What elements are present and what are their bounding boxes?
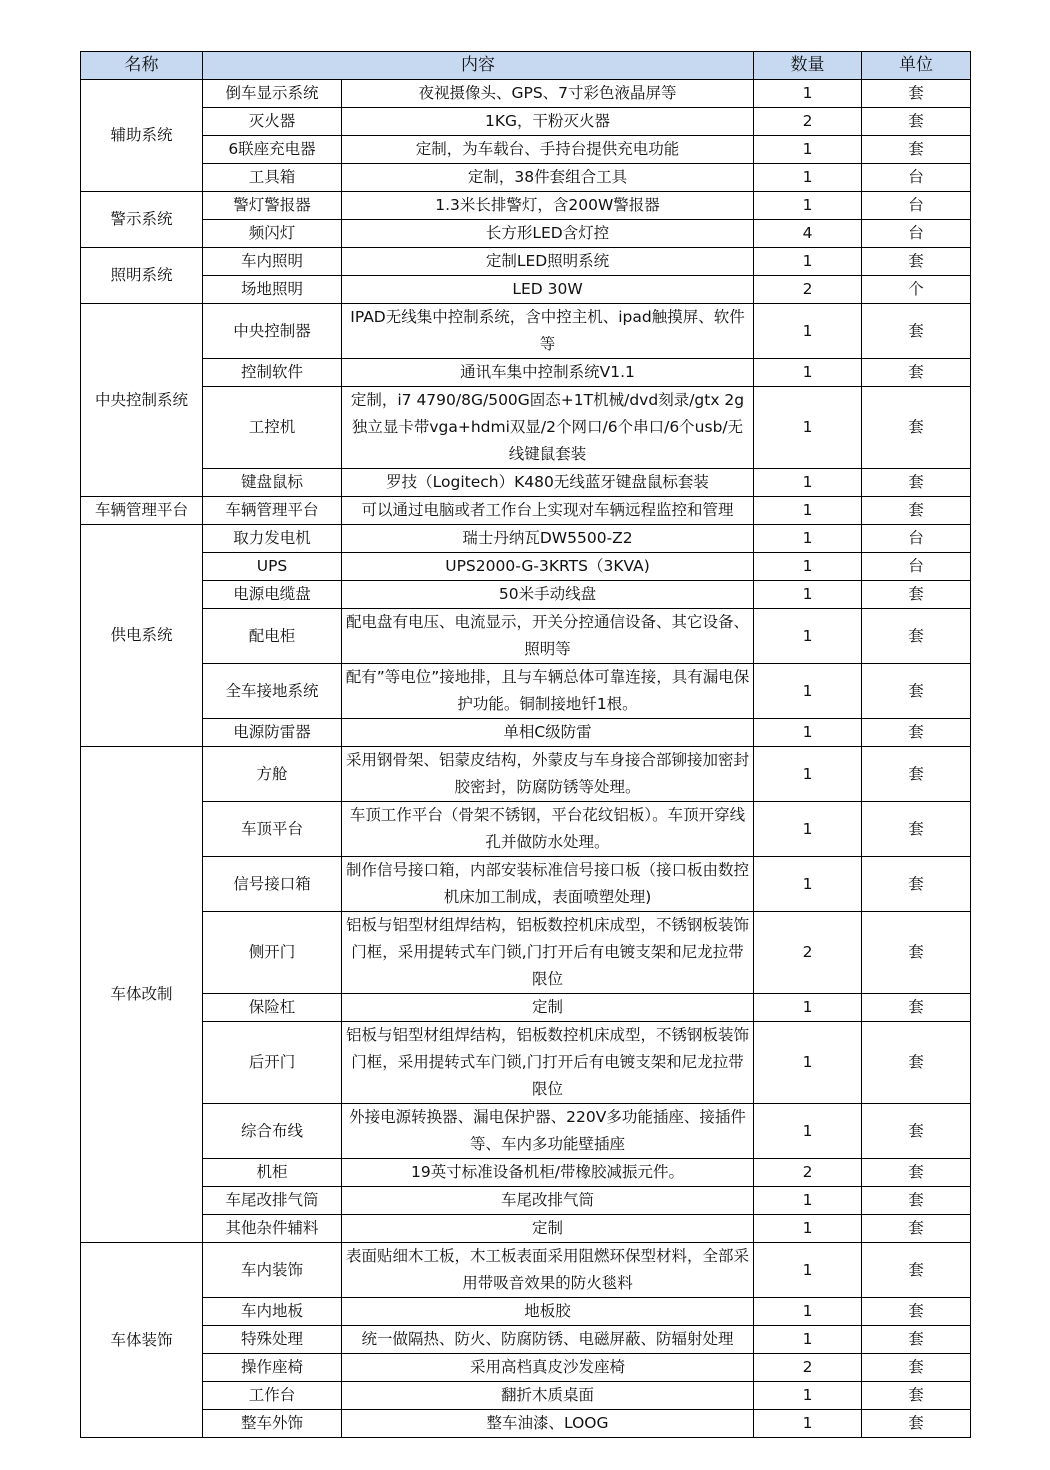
item-cell: 取力发电机 bbox=[203, 525, 342, 553]
content-cell: 车顶工作平台（骨架不锈钢，平台花纹铝板）。车顶开穿线孔并做防水处理。 bbox=[342, 802, 754, 857]
table-row bbox=[81, 553, 971, 581]
qty-cell: 4 bbox=[754, 220, 862, 248]
content-cell: 长方形LED含灯控 bbox=[342, 220, 754, 248]
item-cell: 工控机 bbox=[203, 387, 342, 469]
table-row bbox=[81, 1298, 971, 1326]
header-name: 名称 bbox=[81, 52, 203, 80]
unit-cell: 套 bbox=[862, 1410, 971, 1438]
unit-cell: 套 bbox=[862, 747, 971, 802]
content-cell: 通讯车集中控制系统V1.1 bbox=[342, 359, 754, 387]
qty-cell: 1 bbox=[754, 1243, 862, 1298]
unit-cell: 套 bbox=[862, 469, 971, 497]
item-cell: 灭火器 bbox=[203, 108, 342, 136]
table-row bbox=[81, 304, 971, 359]
qty-cell: 1 bbox=[754, 136, 862, 164]
item-cell: 6联座充电器 bbox=[203, 136, 342, 164]
table-row bbox=[81, 359, 971, 387]
unit-cell: 台 bbox=[862, 525, 971, 553]
qty-cell: 1 bbox=[754, 664, 862, 719]
group-name-cell: 供电系统 bbox=[81, 525, 203, 747]
unit-cell: 套 bbox=[862, 857, 971, 912]
table-row bbox=[81, 220, 971, 248]
qty-cell: 2 bbox=[754, 1354, 862, 1382]
header-unit: 单位 bbox=[862, 52, 971, 80]
table-row bbox=[81, 609, 971, 664]
qty-cell: 1 bbox=[754, 497, 862, 525]
item-cell: 其他杂件辅料 bbox=[203, 1215, 342, 1243]
group-name-cell: 车辆管理平台 bbox=[81, 497, 203, 525]
table-row bbox=[81, 108, 971, 136]
unit-cell: 台 bbox=[862, 553, 971, 581]
item-cell: 信号接口箱 bbox=[203, 857, 342, 912]
item-cell: 侧开门 bbox=[203, 912, 342, 994]
qty-cell: 2 bbox=[754, 108, 862, 136]
unit-cell: 套 bbox=[862, 1382, 971, 1410]
table-row bbox=[81, 1215, 971, 1243]
content-cell: 统一做隔热、防火、防腐防锈、电磁屏蔽、防辐射处理 bbox=[342, 1326, 754, 1354]
qty-cell: 1 bbox=[754, 1022, 862, 1104]
qty-cell: 1 bbox=[754, 192, 862, 220]
table-row bbox=[81, 248, 971, 276]
item-cell: 电源防雷器 bbox=[203, 719, 342, 747]
unit-cell: 台 bbox=[862, 192, 971, 220]
group-name-cell: 车体改制 bbox=[81, 747, 203, 1243]
content-cell: 地板胶 bbox=[342, 1298, 754, 1326]
qty-cell: 1 bbox=[754, 387, 862, 469]
unit-cell: 套 bbox=[862, 1243, 971, 1298]
table-row bbox=[81, 1159, 971, 1187]
content-cell: 表面贴细木工板，木工板表面采用阻燃环保型材料，全部采用带吸音效果的防火毯料 bbox=[342, 1243, 754, 1298]
qty-cell: 1 bbox=[754, 553, 862, 581]
content-cell: IPAD无线集中控制系统，含中控主机、ipad触摸屏、软件等 bbox=[342, 304, 754, 359]
qty-cell: 1 bbox=[754, 1104, 862, 1159]
content-cell: 定制LED照明系统 bbox=[342, 248, 754, 276]
item-cell: 倒车显示系统 bbox=[203, 80, 342, 108]
table-row bbox=[81, 1382, 971, 1410]
unit-cell: 套 bbox=[862, 497, 971, 525]
unit-cell: 套 bbox=[862, 912, 971, 994]
qty-cell: 2 bbox=[754, 276, 862, 304]
qty-cell: 1 bbox=[754, 1382, 862, 1410]
table-header-row bbox=[81, 52, 971, 80]
qty-cell: 1 bbox=[754, 469, 862, 497]
unit-cell: 套 bbox=[862, 994, 971, 1022]
unit-cell: 套 bbox=[862, 1159, 971, 1187]
item-cell: 电源电缆盘 bbox=[203, 581, 342, 609]
item-cell: 中央控制器 bbox=[203, 304, 342, 359]
table-row bbox=[81, 581, 971, 609]
group-name-cell: 照明系统 bbox=[81, 248, 203, 304]
unit-cell: 套 bbox=[862, 80, 971, 108]
item-cell: 车内照明 bbox=[203, 248, 342, 276]
content-cell: 定制 bbox=[342, 994, 754, 1022]
content-cell: LED 30W bbox=[342, 276, 754, 304]
unit-cell: 套 bbox=[862, 387, 971, 469]
qty-cell: 1 bbox=[754, 802, 862, 857]
item-cell: 保险杠 bbox=[203, 994, 342, 1022]
item-cell: 警灯警报器 bbox=[203, 192, 342, 220]
qty-cell: 1 bbox=[754, 1187, 862, 1215]
content-cell: UPS2000-G-3KRTS（3KVA) bbox=[342, 553, 754, 581]
header-qty: 数量 bbox=[754, 52, 862, 80]
group-name-cell: 车体装饰 bbox=[81, 1243, 203, 1438]
unit-cell: 套 bbox=[862, 1354, 971, 1382]
group-name-cell: 中央控制系统 bbox=[81, 304, 203, 497]
content-cell: 定制，i7 4790/8G/500G固态+1T机械/dvd刻录/gtx 2g独立显卡带vga+hdmi双显/2个网口/6个串口/6个usb/无线键鼠套装 bbox=[342, 387, 754, 469]
table-row bbox=[81, 802, 971, 857]
qty-cell: 1 bbox=[754, 857, 862, 912]
header-content: 内容 bbox=[203, 52, 754, 80]
content-cell: 50米手动线盘 bbox=[342, 581, 754, 609]
table-row bbox=[81, 387, 971, 469]
equipment-table bbox=[80, 51, 971, 1438]
table-row bbox=[81, 192, 971, 220]
item-cell: 车内地板 bbox=[203, 1298, 342, 1326]
qty-cell: 1 bbox=[754, 994, 862, 1022]
item-cell: 特殊处理 bbox=[203, 1326, 342, 1354]
item-cell: 频闪灯 bbox=[203, 220, 342, 248]
unit-cell: 套 bbox=[862, 248, 971, 276]
unit-cell: 套 bbox=[862, 304, 971, 359]
table-row bbox=[81, 276, 971, 304]
table-row bbox=[81, 525, 971, 553]
item-cell: 方舱 bbox=[203, 747, 342, 802]
table-row bbox=[81, 747, 971, 802]
qty-cell: 1 bbox=[754, 609, 862, 664]
table-row bbox=[81, 164, 971, 192]
qty-cell: 1 bbox=[754, 581, 862, 609]
qty-cell: 2 bbox=[754, 1159, 862, 1187]
table-row bbox=[81, 857, 971, 912]
unit-cell: 个 bbox=[862, 276, 971, 304]
content-cell: 罗技（Logitech）K480无线蓝牙键盘鼠标套装 bbox=[342, 469, 754, 497]
table-row bbox=[81, 1022, 971, 1104]
content-cell: 夜视摄像头、GPS、7寸彩色液晶屏等 bbox=[342, 80, 754, 108]
unit-cell: 套 bbox=[862, 802, 971, 857]
table-row bbox=[81, 136, 971, 164]
content-cell: 单相C级防雷 bbox=[342, 719, 754, 747]
qty-cell: 1 bbox=[754, 80, 862, 108]
unit-cell: 套 bbox=[862, 719, 971, 747]
unit-cell: 台 bbox=[862, 220, 971, 248]
table-row bbox=[81, 1326, 971, 1354]
item-cell: 操作座椅 bbox=[203, 1354, 342, 1382]
content-cell: 定制，38件套组合工具 bbox=[342, 164, 754, 192]
content-cell: 瑞士丹纳瓦DW5500-Z2 bbox=[342, 525, 754, 553]
item-cell: 后开门 bbox=[203, 1022, 342, 1104]
item-cell: 工作台 bbox=[203, 1382, 342, 1410]
item-cell: 控制软件 bbox=[203, 359, 342, 387]
qty-cell: 1 bbox=[754, 747, 862, 802]
table-row bbox=[81, 497, 971, 525]
content-cell: 制作信号接口箱，内部安装标准信号接口板（接口板由数控机床加工制成，表面喷塑处理) bbox=[342, 857, 754, 912]
unit-cell: 套 bbox=[862, 609, 971, 664]
table-row bbox=[81, 994, 971, 1022]
qty-cell: 1 bbox=[754, 304, 862, 359]
item-cell: 车辆管理平台 bbox=[203, 497, 342, 525]
item-cell: 整车外饰 bbox=[203, 1410, 342, 1438]
unit-cell: 套 bbox=[862, 1187, 971, 1215]
group-name-cell: 警示系统 bbox=[81, 192, 203, 248]
table-row bbox=[81, 664, 971, 719]
unit-cell: 套 bbox=[862, 359, 971, 387]
content-cell: 配电盘有电压、电流显示，开关分控通信设备、其它设备、照明等 bbox=[342, 609, 754, 664]
qty-cell: 1 bbox=[754, 1298, 862, 1326]
unit-cell: 套 bbox=[862, 664, 971, 719]
content-cell: 1.3米长排警灯，含200W警报器 bbox=[342, 192, 754, 220]
qty-cell: 1 bbox=[754, 1410, 862, 1438]
unit-cell: 套 bbox=[862, 1215, 971, 1243]
content-cell: 定制 bbox=[342, 1215, 754, 1243]
item-cell: 车尾改排气筒 bbox=[203, 1187, 342, 1215]
content-cell: 铝板与铝型材组焊结构，铝板数控机床成型，不锈钢板装饰门框，采用提转式车门锁,门打开后有电镀支架和尼龙拉带限位 bbox=[342, 912, 754, 994]
table-row bbox=[81, 1187, 971, 1215]
unit-cell: 套 bbox=[862, 1104, 971, 1159]
qty-cell: 2 bbox=[754, 912, 862, 994]
unit-cell: 套 bbox=[862, 581, 971, 609]
unit-cell: 套 bbox=[862, 1298, 971, 1326]
qty-cell: 1 bbox=[754, 1326, 862, 1354]
table-row bbox=[81, 1104, 971, 1159]
content-cell: 车尾改排气筒 bbox=[342, 1187, 754, 1215]
content-cell: 外接电源转换器、漏电保护器、220V多功能插座、接插件等、车内多功能壁插座 bbox=[342, 1104, 754, 1159]
item-cell: 场地照明 bbox=[203, 276, 342, 304]
qty-cell: 1 bbox=[754, 525, 862, 553]
content-cell: 采用钢骨架、铝蒙皮结构，外蒙皮与车身接合部铆接加密封胶密封，防腐防锈等处理。 bbox=[342, 747, 754, 802]
table-body bbox=[81, 80, 971, 1438]
unit-cell: 套 bbox=[862, 1326, 971, 1354]
unit-cell: 套 bbox=[862, 108, 971, 136]
qty-cell: 1 bbox=[754, 719, 862, 747]
unit-cell: 套 bbox=[862, 1022, 971, 1104]
unit-cell: 套 bbox=[862, 136, 971, 164]
item-cell: 车顶平台 bbox=[203, 802, 342, 857]
item-cell: UPS bbox=[203, 553, 342, 581]
item-cell: 工具箱 bbox=[203, 164, 342, 192]
content-cell: 可以通过电脑或者工作台上实现对车辆远程监控和管理 bbox=[342, 497, 754, 525]
qty-cell: 1 bbox=[754, 248, 862, 276]
item-cell: 全车接地系统 bbox=[203, 664, 342, 719]
content-cell: 配有”等电位”接地排，且与车辆总体可靠连接，具有漏电保护功能。铜制接地钎1根。 bbox=[342, 664, 754, 719]
item-cell: 综合布线 bbox=[203, 1104, 342, 1159]
qty-cell: 1 bbox=[754, 359, 862, 387]
unit-cell: 台 bbox=[862, 164, 971, 192]
content-cell: 19英寸标准设备机柜/带橡胶减振元件。 bbox=[342, 1159, 754, 1187]
qty-cell: 1 bbox=[754, 164, 862, 192]
table-row bbox=[81, 80, 971, 108]
item-cell: 键盘鼠标 bbox=[203, 469, 342, 497]
content-cell: 1KG，干粉灭火器 bbox=[342, 108, 754, 136]
content-cell: 铝板与铝型材组焊结构，铝板数控机床成型，不锈钢板装饰门框，采用提转式车门锁,门打开后有电镀支架和尼龙拉带限位 bbox=[342, 1022, 754, 1104]
content-cell: 定制，为车载台、手持台提供充电功能 bbox=[342, 136, 754, 164]
content-cell: 整车油漆、LOOG bbox=[342, 1410, 754, 1438]
item-cell: 车内装饰 bbox=[203, 1243, 342, 1298]
content-cell: 采用高档真皮沙发座椅 bbox=[342, 1354, 754, 1382]
table-row bbox=[81, 1354, 971, 1382]
table-row bbox=[81, 1410, 971, 1438]
group-name-cell: 辅助系统 bbox=[81, 80, 203, 192]
table-row bbox=[81, 912, 971, 994]
item-cell: 配电柜 bbox=[203, 609, 342, 664]
qty-cell: 1 bbox=[754, 1215, 862, 1243]
content-cell: 翻折木质桌面 bbox=[342, 1382, 754, 1410]
table-row bbox=[81, 719, 971, 747]
table-row bbox=[81, 1243, 971, 1298]
table-row bbox=[81, 469, 971, 497]
item-cell: 机柜 bbox=[203, 1159, 342, 1187]
